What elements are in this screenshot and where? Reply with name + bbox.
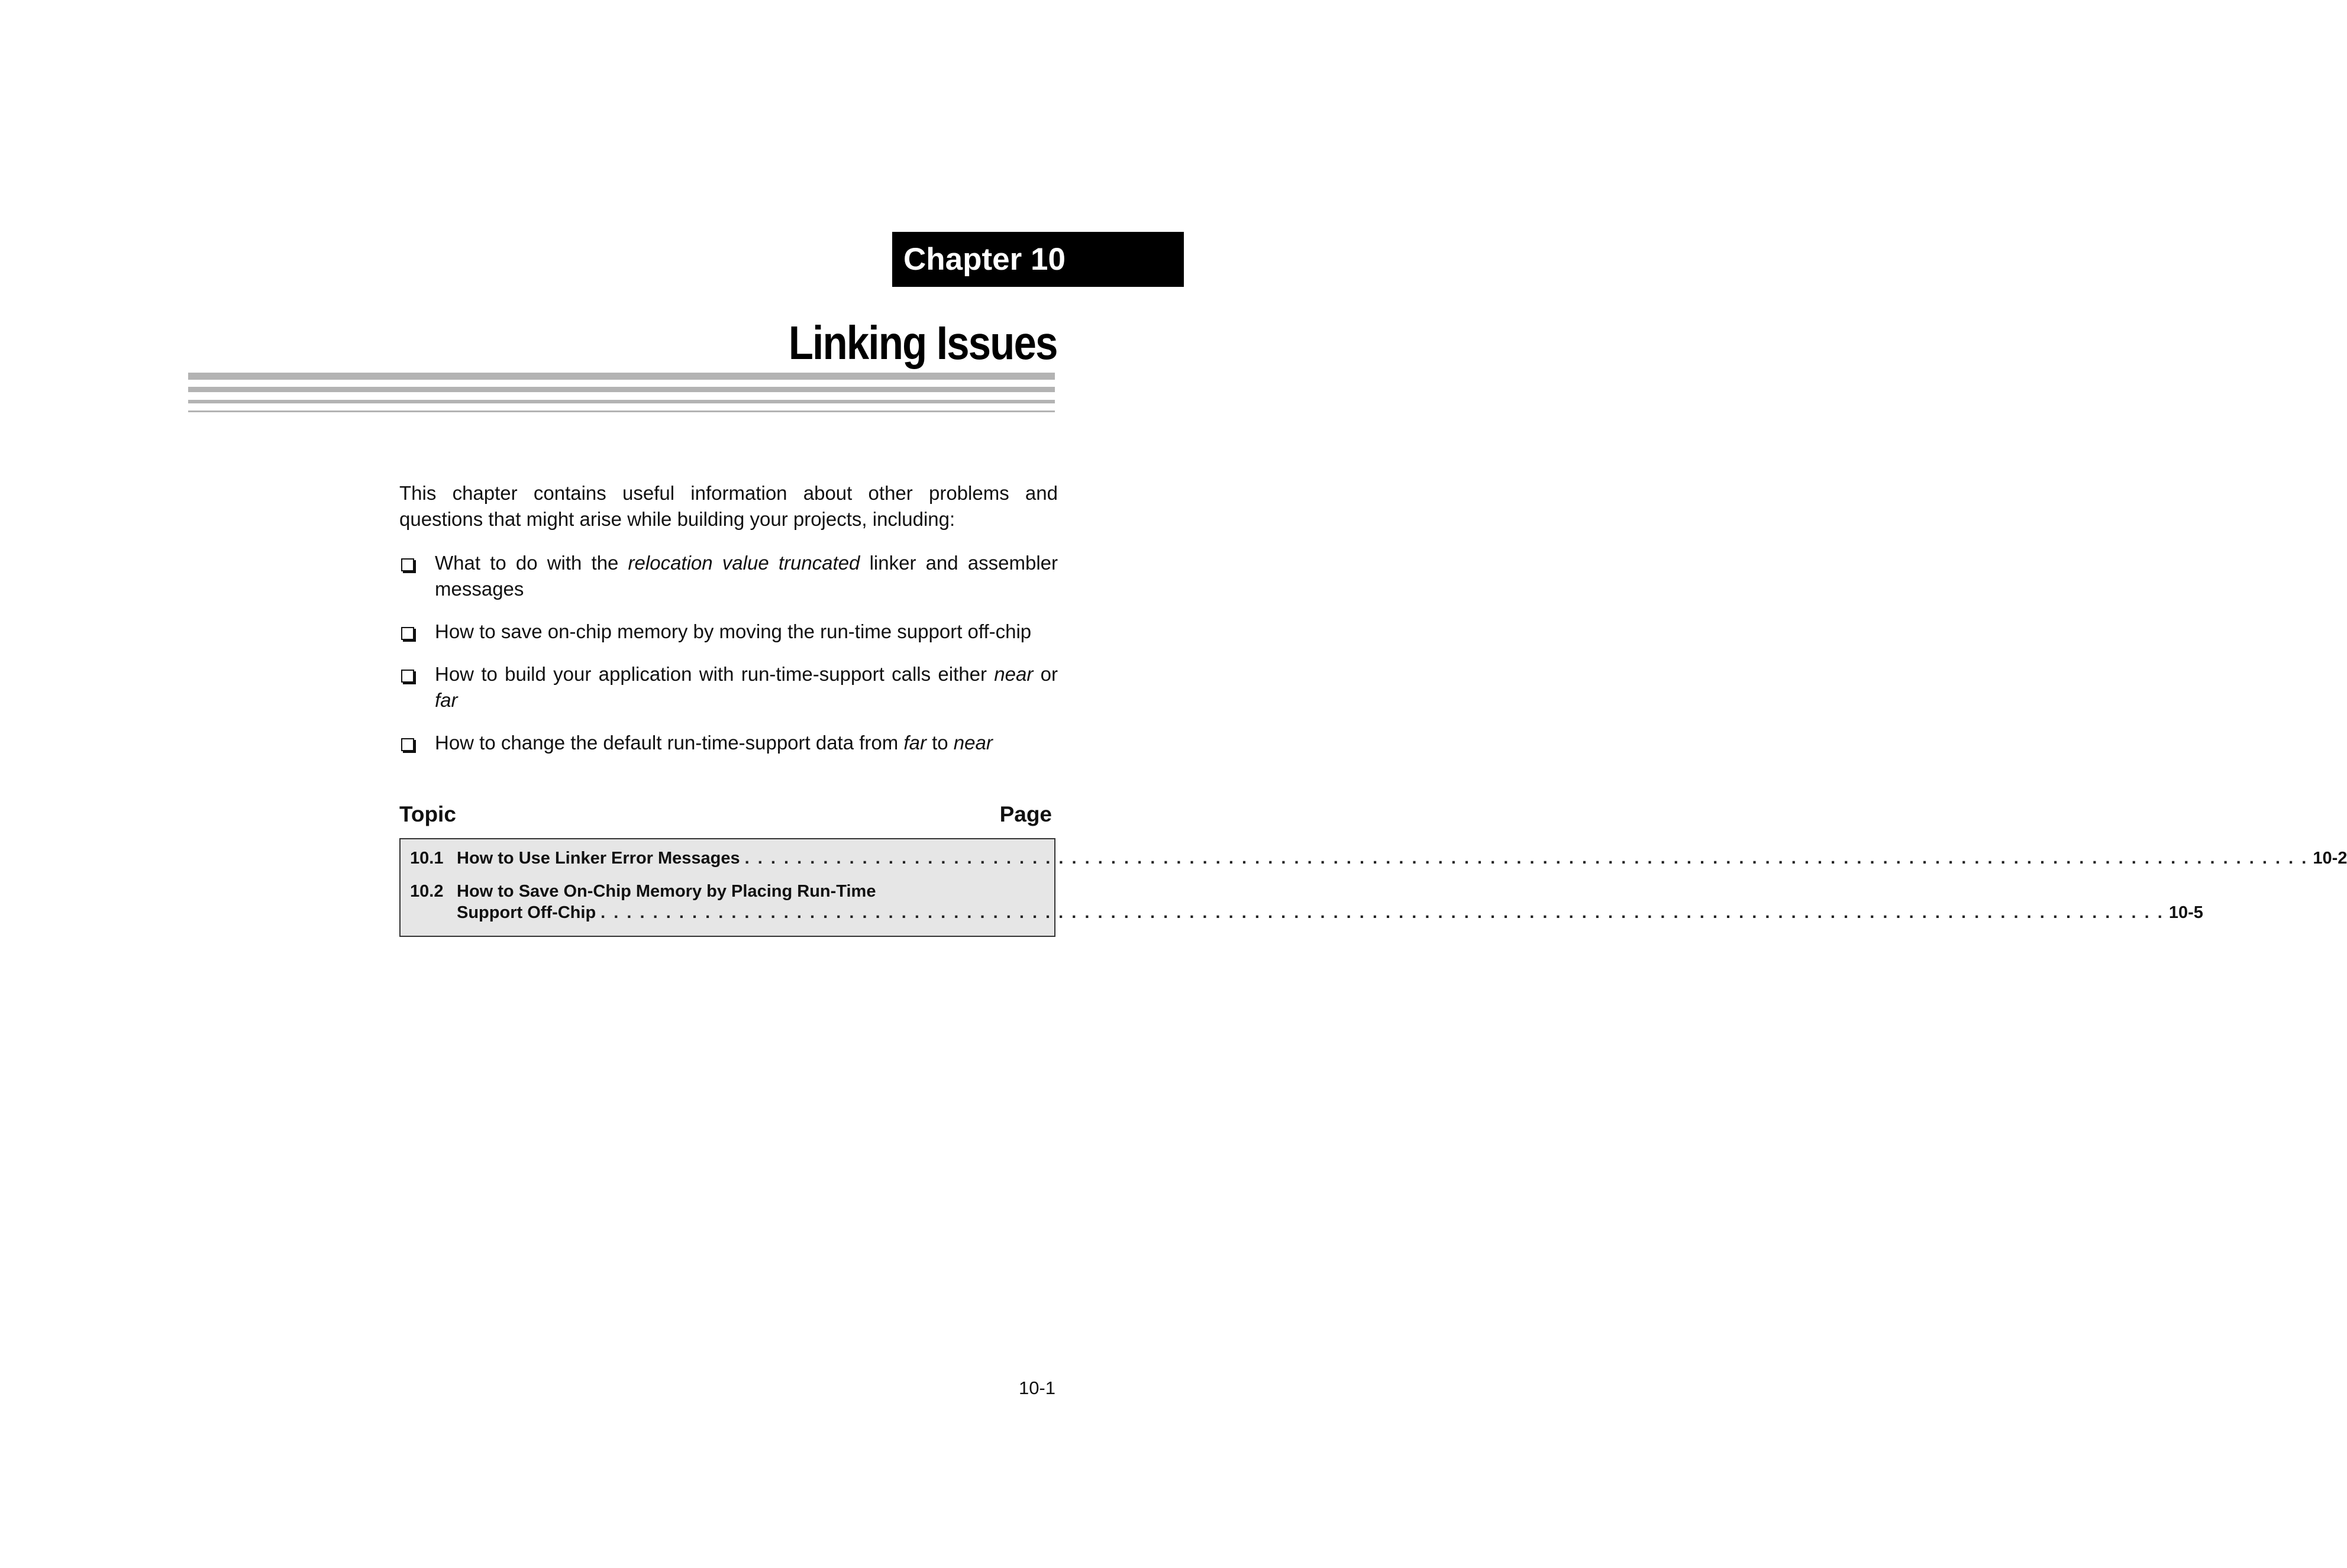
- bullet-item: [399, 619, 1058, 645]
- toc-page-label: Page: [999, 802, 1052, 826]
- toc-page-ref[interactable]: 10-2: [2313, 849, 2347, 868]
- toc-section-number: 10.2: [410, 882, 444, 901]
- toc-header: [399, 800, 1052, 829]
- bullet-text-run: or: [1033, 663, 1058, 685]
- intro-paragraph: This chapter contains useful information about other problems and questions that might arise while building your projects, including:: [399, 482, 1058, 530]
- checkbox-bullet-icon: [401, 670, 414, 683]
- toc-dot-leader: . . . . . . . . . . . . . . . . . . . . . . . . . . . . . . . . . . . . . . . . . . . . . . . . . . . . . . . . . . . . . . . . . . . . . . . . . . . . . . . . . . . . . . . . . . . . . . . . . . . . . . . . . . . . . . . . . . . . . . . .: [744, 849, 2309, 868]
- bullet-emphasis: far: [903, 732, 926, 754]
- toc-section-number: 10.1: [410, 849, 444, 868]
- toc-box: [399, 838, 2347, 937]
- bullet-text-run: to: [926, 732, 954, 754]
- toc-title-text: How to Save On-Chip Memory by Placing Run-Time: [457, 882, 876, 901]
- bullet-item: [399, 730, 1058, 756]
- title-rule: [188, 410, 1055, 412]
- bullet-text: [435, 730, 1058, 756]
- toc-title-line: [457, 848, 2347, 869]
- toc-entry[interactable]: [410, 848, 2347, 869]
- checkbox-bullet-icon: [401, 558, 414, 571]
- bullet-text-run: How to change the default run-time-support data from: [435, 732, 904, 754]
- topics-bullet-list: [399, 550, 1058, 772]
- bullet-text-run: How to build your application with run-time-support calls either: [435, 663, 995, 685]
- toc-dot-leader: . . . . . . . . . . . . . . . . . . . . . . . . . . . . . . . . . . . . . . . . . . . . . . . . . . . . . . . . . . . . . . . . . . . . . . . . . . . . . . . . . . . . . . . . . . . . . . . . . . . . . . . . . . . . . . . . . . . . . . . .: [601, 903, 2164, 922]
- title-rule: [188, 373, 1055, 380]
- toc-page-ref[interactable]: 10-5: [2168, 903, 2203, 922]
- bullet-emphasis: near: [994, 663, 1034, 685]
- toc-title-line: [457, 902, 2203, 923]
- toc-title-text: Support Off-Chip: [457, 903, 596, 922]
- bullet-text-run: What to do with the: [435, 552, 628, 574]
- checkbox-bullet-icon: [401, 738, 414, 751]
- bullet-item: [399, 550, 1058, 602]
- bullet-emphasis: relocation value truncated: [628, 552, 860, 574]
- toc-entry-body: [457, 848, 2347, 869]
- bullet-emphasis: near: [953, 732, 993, 754]
- bullet-emphasis: far: [435, 689, 458, 711]
- title-rule: [188, 387, 1055, 392]
- checkbox-bullet-icon: [401, 627, 414, 640]
- bullet-item: [399, 661, 1058, 713]
- page-number: 10-1: [1018, 1378, 1055, 1398]
- chapter-title: Linking Issues: [789, 316, 1057, 369]
- title-rule: [188, 400, 1055, 403]
- toc-title-text: How to Use Linker Error Messages: [457, 849, 740, 868]
- bullet-text: [435, 619, 1058, 645]
- toc-topic-label: Topic: [399, 802, 456, 826]
- toc-entry[interactable]: [410, 881, 2203, 923]
- bullet-text: [435, 550, 1058, 602]
- bullet-text-run: How to save on-chip memory by moving the run-time support off-chip: [435, 620, 1032, 642]
- toc-entry-body: [457, 881, 2203, 923]
- chapter-tab: [892, 232, 1184, 287]
- bullet-text-run: linker and assembler messages: [435, 552, 1058, 600]
- toc-title-line: [457, 881, 1045, 902]
- chapter-label: Chapter 10: [903, 242, 1066, 277]
- bullet-text: [435, 661, 1058, 713]
